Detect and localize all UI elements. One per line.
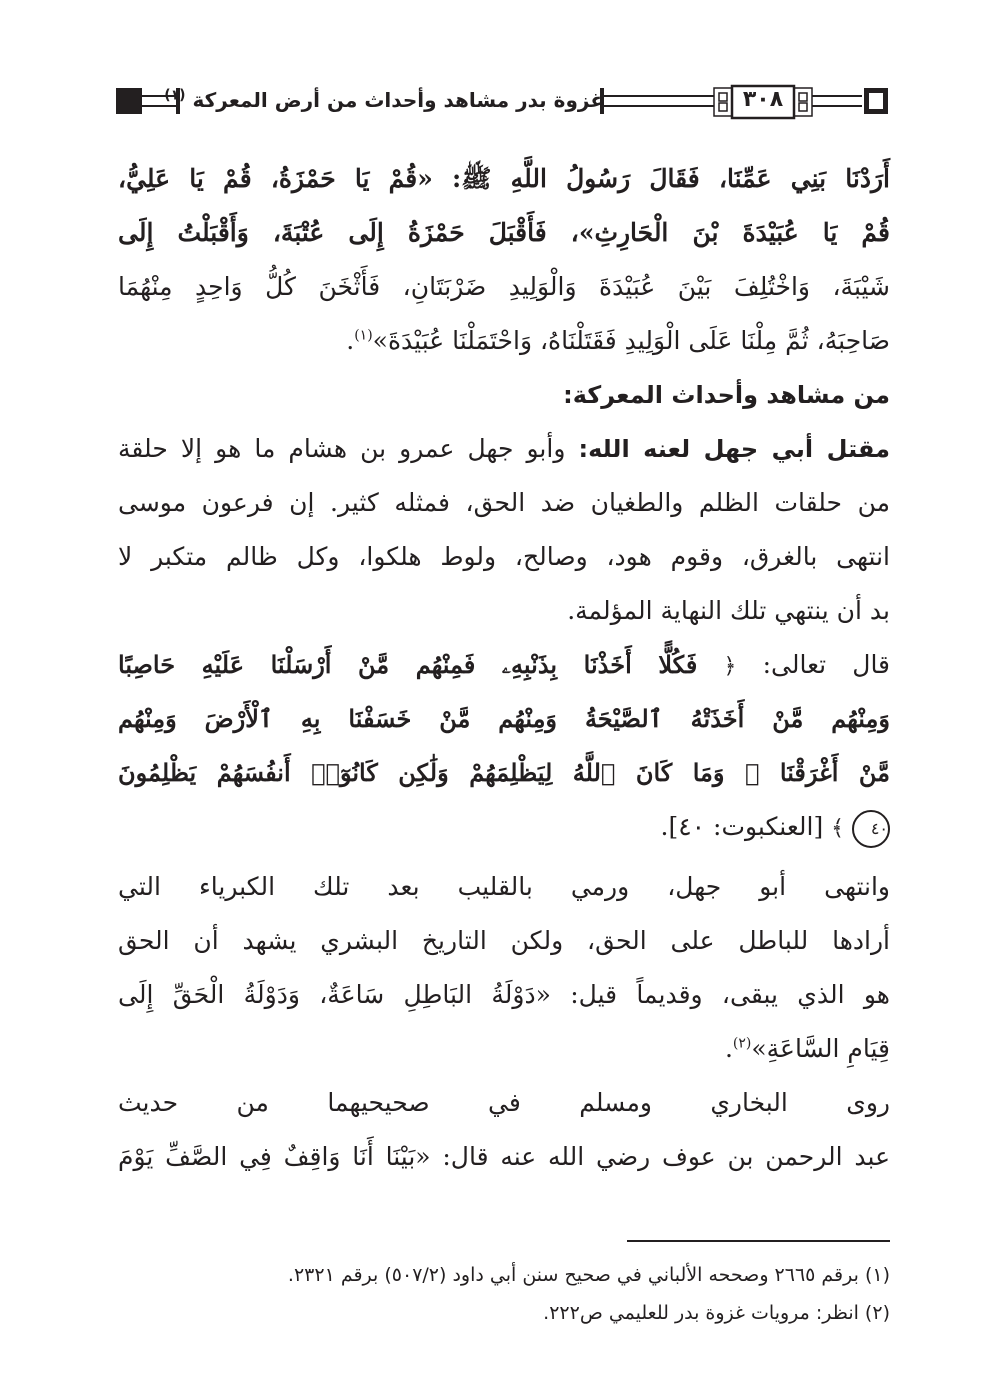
- footnote-ref-1: (١): [354, 327, 373, 344]
- running-title-text: غزوة بدر مشاهد وأحداث من أرض المعركة: [192, 88, 604, 112]
- running-title: [164, 88, 604, 112]
- hadith-line-1: أَرَدْنَا بَنِي عَمِّنَا، فَقَالَ رَسُولُ اللَّهِ ﷺ: «قُمْ يَا حَمْزَةُ، قُمْ يَا عَلِيُّ،: [118, 164, 890, 193]
- verse-reference: [العنكبوت: ٤٠].: [660, 812, 824, 841]
- page-number: ٣٠٨: [742, 87, 784, 112]
- para4-line-3: هو الذي يبقى، وقديماً قيل: «دَوْلَةُ البَاطِلِ سَاعَةٌ، وَدَوْلَةُ الْحَقِّ إِلَى: [118, 980, 890, 1009]
- footnotes: [118, 1256, 890, 1332]
- hadith-line-4-end: .: [346, 326, 355, 355]
- body-text: [118, 152, 890, 1184]
- verse-line-4: [118, 800, 890, 854]
- hadith-line-2: قُمْ يَا عُبَيْدَةَ بْنَ الْحَارِثِ»، فَأَقْبَلَ حَمْزَةُ إِلَى عُتْبَةَ، وَأَقْبَلْتُ إِلَى: [118, 218, 890, 247]
- para2-line-1: [118, 422, 890, 476]
- verse-close-bracket: ﴾: [831, 816, 845, 841]
- verse-text-1: فَكُلًّا أَخَذْنَا بِذَنْبِهِۦ فَمِنْهُم مَّنْ أَرْسَلْنَا عَلَيْهِ حَاصِبًا: [118, 650, 698, 679]
- verse-line-3: مَّنْ أَغْرَقْنَا ۚ وَمَا كَانَ ٱللَّهُ لِيَظْلِمَهُمْ وَلَٰكِن كَانُوٓا۟ أَنفُسَهُمْ يَظْلِمُونَ: [118, 758, 890, 787]
- footnote-1: (١) برقم ٢٦٦٥ وصححه الألباني في صحيح سنن أبي داود (٥٠٧/٢) برقم ٢٣٢١.: [287, 1264, 890, 1286]
- header-ornament: [0, 0, 1004, 150]
- para5-line-1: روى البخاري ومسلم في صحيحيهما من حديث: [118, 1088, 890, 1117]
- verse-open-bracket: ﴿: [723, 654, 737, 679]
- para4-line-4-end: .: [724, 1034, 733, 1063]
- para2-lead: مقتل أبي جهل لعنه الله:: [578, 435, 890, 463]
- hadith-line-4: [118, 314, 890, 368]
- ayah-number-mark: ٤٠: [852, 810, 890, 848]
- hadith-line-3: شَيْبَةَ، وَاخْتُلِفَ بَيْنَ عُبَيْدَةَ وَالْوَلِيدِ ضَرْبَتَانِ، فَأَثْخَنَ كُلُّ وَاحِدٍ مِنْهُمَا: [118, 272, 891, 301]
- para3-lead: قال تعالى:: [762, 650, 891, 679]
- para4-line-2: أرادها للباطل على الحق، ولكن التاريخ البشري يشهد أن الحق: [118, 926, 890, 955]
- para4-line-4: [118, 1022, 890, 1076]
- para4-line-1: وانتهى أبو جهل، ورمي بالقليب بعد تلك الكبرياء التي: [118, 872, 890, 901]
- section-heading: من مشاهد وأحداث المعركة:: [563, 381, 890, 409]
- footnote-ref-2: (٢): [732, 1035, 752, 1052]
- footnote-2: (٢) انظر: مرويات غزوة بدر للعليمي ص٢٢٢.: [543, 1302, 890, 1324]
- hadith-line-4-text: صَاحِبَهُ، ثُمَّ مِلْنَا عَلَى الْوَلِيدِ فَقَتَلْنَاهُ، وَاحْتَمَلْنَا عُبَيْدَةَ»: [372, 326, 890, 355]
- para5-line-2: عبد الرحمن بن عوف رضي الله عنه قال: «بَيْنَا أَنَا وَاقِفٌ فِي الصَّفِّ يَوْمَ: [118, 1142, 890, 1171]
- verse-line-2: وَمِنْهُم مَّنْ أَخَذَتْهُ ٱلصَّيْحَةُ وَمِنْهُم مَّنْ خَسَفْنَا بِهِ ٱلْأَرْضَ وَمِنْهُم: [118, 704, 890, 733]
- para2-line-3: انتهى بالغرق، وقوم هود، وصالح، ولوط هلكوا، وكل ظالم متكبر لا: [118, 542, 890, 571]
- verse-line-1: [118, 638, 890, 692]
- footnote-separator: [627, 1240, 890, 1242]
- para2-line-4: بد أن ينتهي تلك النهاية المؤلمة.: [567, 596, 890, 625]
- running-title-note: (١): [164, 87, 186, 104]
- para2-line-1-text: وأبو جهل عمرو بن هشام ما هو إلا حلقة: [118, 434, 566, 463]
- para4-line-4-text: قِيَامِ السَّاعَةِ»: [751, 1034, 890, 1063]
- para2-line-2: من حلقات الظلم والطغيان ضد الحق، فمثله كثير. إن فرعون موسى: [118, 488, 890, 517]
- page-header: [0, 0, 1004, 150]
